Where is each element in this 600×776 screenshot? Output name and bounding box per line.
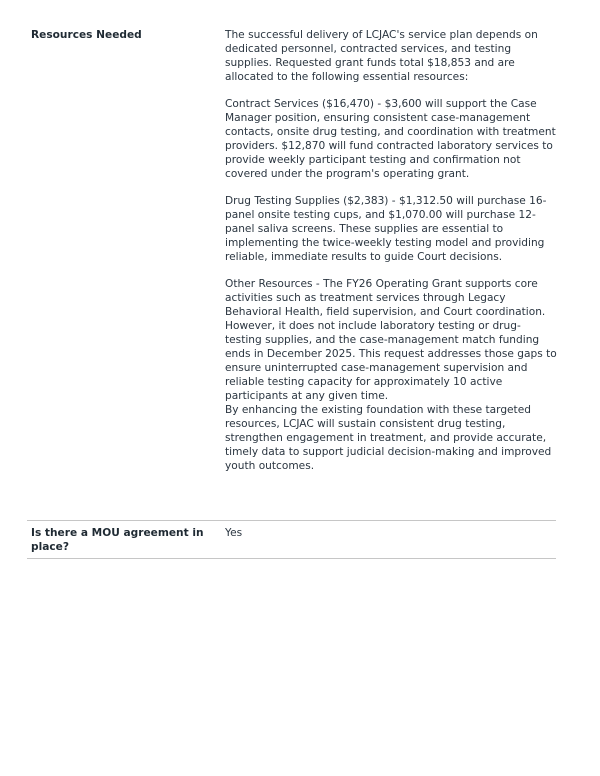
other-resources-paragraph: Other Resources - The FY26 Operating Grant supports core activities such as treatment services through Legacy Behavioral Health, field supervision, and Court coordination. However, it does not include laboratory testing or drug-testing supplies, and the case-management match funding ends in December 2025. This request addresses those gaps to ensure uninterrupted case-management supervision and reliable testing capacity for approximately 10 active participants at any given time. <box>225 278 557 402</box>
contract-services-paragraph: Contract Services ($16,470) - $3,600 will support the Case Manager position, ensuring consistent case-management contacts, onsite drug testing, and coordination with treatment providers. $12,870 will fund contracted laboratory services to provide weekly participant testing and confirmation not covered under the program's operating grant. <box>225 98 556 180</box>
resources-intro-paragraph: The successful delivery of LCJAC's service plan depends on dedicated personnel, contracted services, and testing supplies. Requested grant funds total $18,853 and are allocated to the following essential resources: <box>225 29 538 83</box>
mou-agreement-row <box>27 520 556 559</box>
mou-agreement-value: Yes <box>225 527 243 539</box>
resources-needed-value <box>225 28 557 473</box>
resources-needed-label: Resources Needed <box>31 29 142 41</box>
drug-testing-supplies-paragraph: Drug Testing Supplies ($2,383) - $1,312.50 will purchase 16-panel onsite testing cups, and $1,070.00 will purchase 12-panel saliva screens. These supplies are essential to implementing the twice-weekly testing model and providing reliable, immediate results to guide Court decisions. <box>225 195 547 263</box>
mou-agreement-label: Is there a MOU agreement in place? <box>31 527 204 553</box>
closing-paragraph: By enhancing the existing foundation with these targeted resources, LCJAC will sustain consistent drug testing, strengthen engagement in treatment, and provide accurate, timely data to support judicial decision-making and improved youth outcomes. <box>225 404 552 472</box>
